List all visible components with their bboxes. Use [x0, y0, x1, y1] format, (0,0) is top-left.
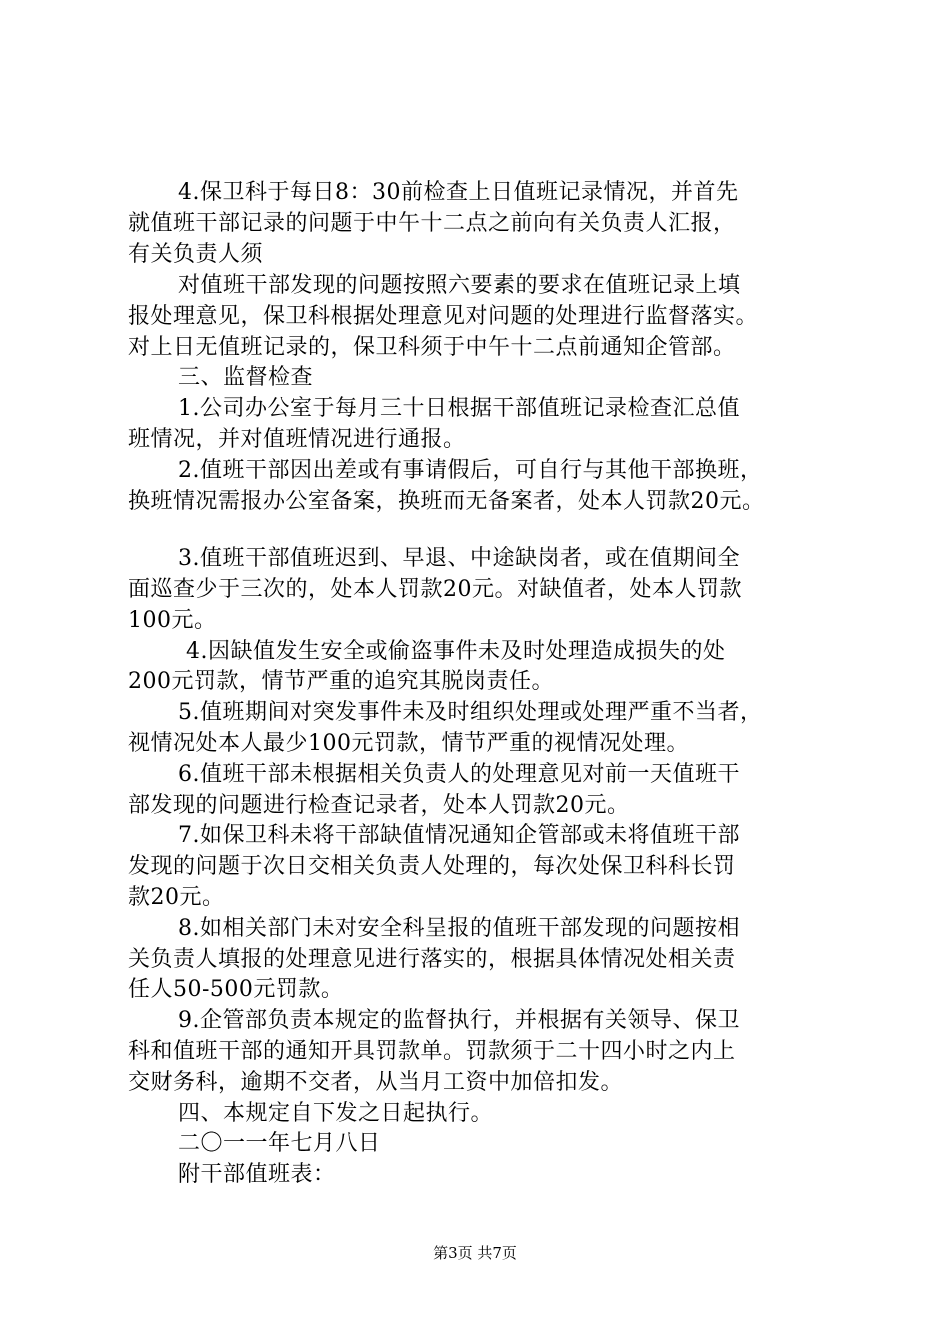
text-line: 7.如保卫科未将干部缺值情况通知企管部或未将值班干部 [178, 823, 740, 848]
section-heading: 三、监督检查 [178, 365, 314, 390]
text-line: 1.公司办公室于每月三十日根据干部值班记录检查汇总值 [178, 396, 740, 421]
text-line: 2.值班干部因出差或有事请假后，可自行与其他干部换班， [178, 458, 763, 483]
text-line: 4.因缺值发生安全或偷盗事件未及时处理造成损失的处 [186, 639, 726, 664]
text-line: 100元。 [128, 608, 217, 633]
text-line: 视情况处本人最少100元罚款，情节严重的视情况处理。 [128, 731, 689, 756]
text-line: 部发现的问题进行检查记录者，处本人罚款20元。 [128, 793, 630, 818]
text-line: 关负责人填报的处理意见进行落实的，根据具体情况处相关责 [128, 947, 736, 972]
text-line: 班情况，并对值班情况进行通报。 [128, 427, 466, 452]
text-line: 9.企管部负责本规定的监督执行，并根据有关领导、保卫 [178, 1008, 740, 1033]
text-line: 就值班干部记录的问题于中午十二点之前向有关负责人汇报， [128, 211, 736, 236]
page-number-footer: 第3页 共7页 [433, 1244, 517, 1262]
text-line: 4.保卫科于每日8：30前检查上日值班记录情况，并首先 [178, 180, 739, 205]
text-line: 对值班干部发现的问题按照六要素的要求在值班记录上填 [178, 273, 741, 298]
text-line: 换班情况需报办公室备案，换班而无备案者，处本人罚款20元。 [128, 489, 765, 514]
document-date: 二〇一一年七月八日 [178, 1131, 381, 1156]
text-line: 发现的问题于次日交相关负责人处理的，每次处保卫科科长罚 [128, 854, 736, 879]
section-heading: 四、本规定自下发之日起执行。 [178, 1101, 494, 1126]
text-line: 对上日无值班记录的，保卫科须于中午十二点前通知企管部。 [128, 335, 736, 360]
text-line: 6.值班干部未根据相关负责人的处理意见对前一天值班干 [178, 762, 740, 787]
text-line: 面巡查少于三次的，处本人罚款20元。对缺值者，处本人罚款 [128, 577, 742, 602]
text-line: 款20元。 [128, 885, 225, 910]
text-line: 200元罚款，情节严重的追究其脱岗责任。 [128, 669, 554, 694]
text-line: 交财务科，逾期不交者，从当月工资中加倍扣发。 [128, 1070, 624, 1095]
attachment-label: 附干部值班表： [178, 1162, 336, 1187]
text-line: 科和值班干部的通知开具罚款单。罚款须于二十四小时之内上 [128, 1039, 736, 1064]
text-line: 有关负责人须 [128, 242, 264, 267]
text-line: 5.值班期间对突发事件未及时组织处理或处理严重不当者， [178, 700, 763, 725]
text-line: 报处理意见，保卫科根据处理意见对问题的处理进行监督落实。 [128, 304, 759, 329]
text-line: 任人50-500元罚款。 [128, 977, 344, 1002]
text-line: 3.值班干部值班迟到、早退、中途缺岗者，或在值期间全 [178, 546, 740, 571]
text-line: 8.如相关部门未对安全科呈报的值班干部发现的问题按相 [178, 916, 740, 941]
